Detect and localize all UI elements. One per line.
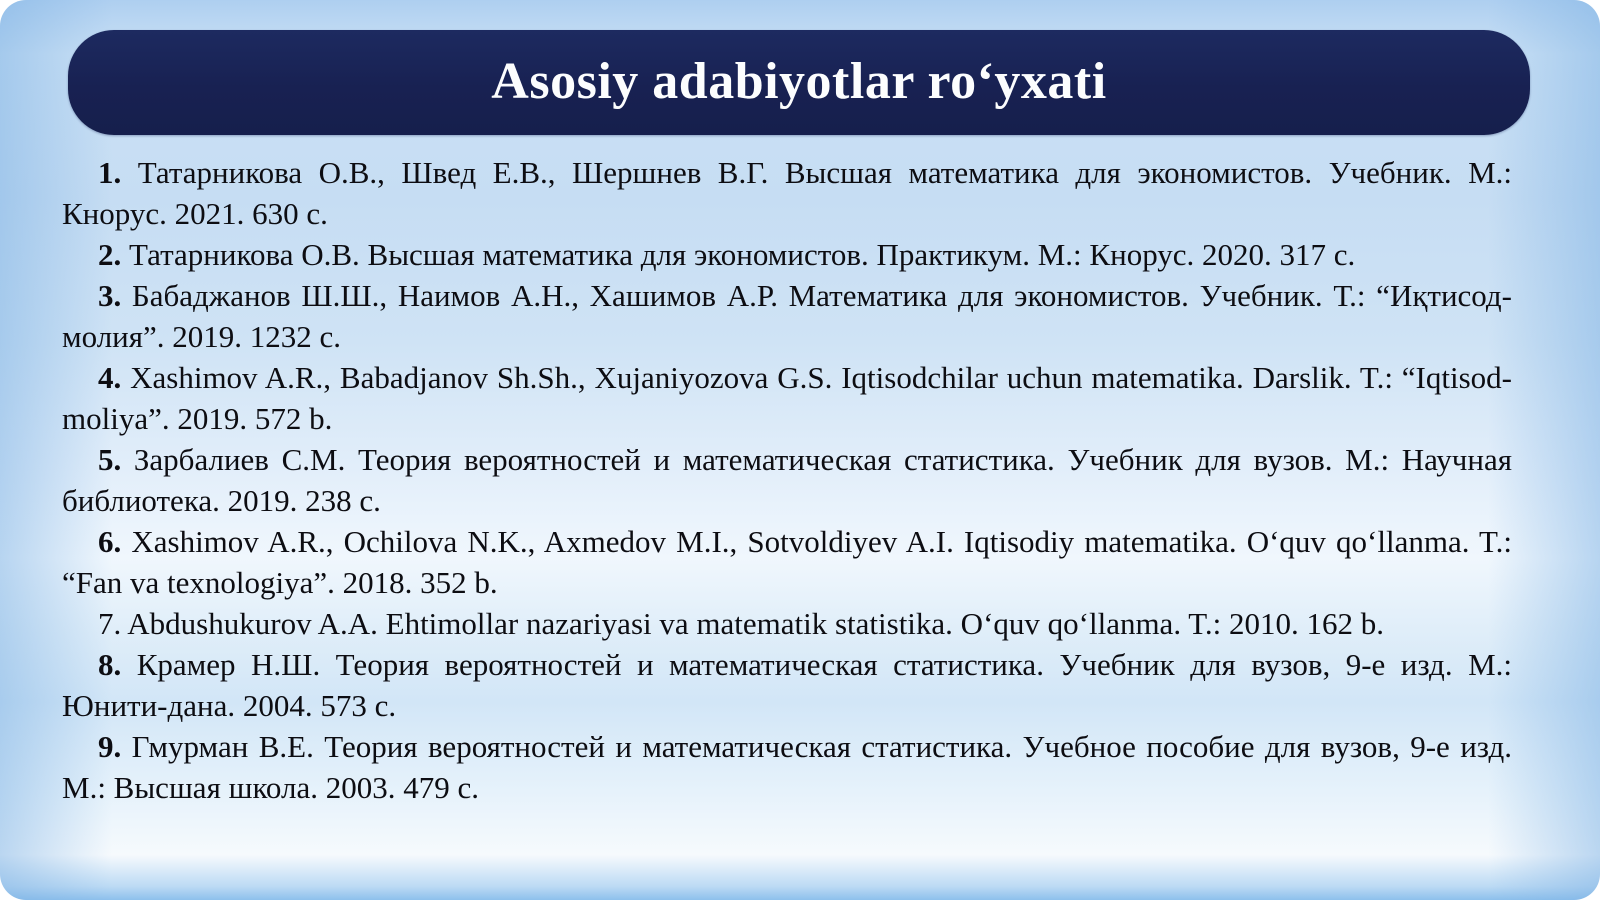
slide-title: Asosiy adabiyotlar ro‘yxati [491,53,1107,110]
reference-number: 4. [98,360,122,395]
reference-item [62,603,1512,644]
reference-number: 2. [98,237,122,272]
reference-item [62,439,1512,521]
reference-text: Татарникова О.В. Высшая математика для экономистов. Практикум. М.: Кнорус. 2020. 317 с. [129,237,1356,272]
reference-number: 3. [98,278,122,313]
reference-item [62,357,1512,439]
title-bar [68,30,1530,135]
reference-text: Xashimov A.R., Babadjanov Sh.Sh., Xujaniyozova G.S. Iqtisodchilar uchun matematika. Darslik. T.: “Iqtisod-moliya”. 2019. 572 b. [62,360,1512,436]
reference-item [62,234,1512,275]
reference-number: 7. [98,606,122,641]
reference-text: Бабаджанов Ш.Ш., Наимов А.Н., Хашимов А.Р. Математика для экономистов. Учебник. Т.: “Иқтисод-молия”. 2019. 1232 с. [62,278,1512,354]
reference-text: Гмурман В.Е. Теория вероятностей и математическая статистика. Учебное пособие для вузов, 9-е изд. М.: Высшая школа. 2003. 479 с. [62,729,1513,805]
references-list [62,152,1512,808]
reference-number: 5. [98,442,122,477]
reference-item [62,726,1512,808]
reference-text: Крамер Н.Ш. Теория вероятностей и математическая статистика. Учебник для вузов, 9-е изд. М.: Юнити-дана. 2004. 573 с. [62,647,1512,723]
reference-number: 6. [98,524,122,559]
reference-text: Зарбалиев С.М. Теория вероятностей и математическая статистика. Учебник для вузов. М.: Научная библиотека. 2019. 238 с. [62,442,1513,518]
reference-item [62,521,1512,603]
reference-text: Татарникова О.В., Швед Е.В., Шершнев В.Г. Высшая математика для экономистов. Учебник. М.: Кнорус. 2021. 630 с. [62,155,1512,231]
reference-text: Xashimov A.R., Ochilova N.K., Axmedov M.I., Sotvoldiyev A.I. Iqtisodiy matematika. O‘quv qo‘llanma. T.: “Fan va texnologiya”. 2018. 352 b. [62,524,1513,600]
reference-number: 9. [98,729,122,764]
reference-item [62,152,1512,234]
reference-item [62,644,1512,726]
reference-number: 1. [98,155,122,190]
reference-text: Abdushukurov A.A. Ehtimollar nazariyasi va matematik statistika. O‘quv qo‘llanma. T.: 2010. 162 b. [127,606,1385,641]
reference-item [62,275,1512,357]
reference-number: 8. [98,647,122,682]
